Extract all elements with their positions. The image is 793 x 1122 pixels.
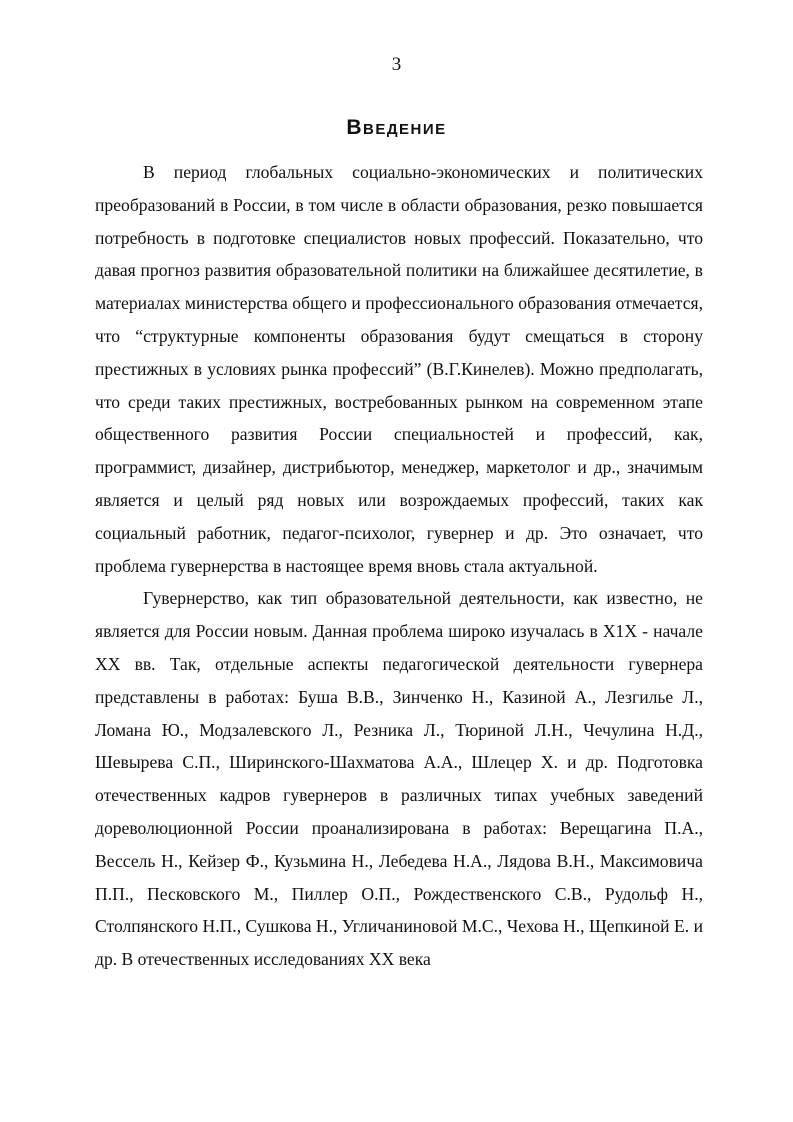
paragraph-intro: В период глобальных социально-экономических и политических преобразований в России, в том числе в области образования, резко повышается потребность в подготовке специалистов новых профессий. Показательно, что давая прогноз развития образовательной политики на ближайшее десятилетие, в материалах министерства общего и профессионального образования отмечается, что “структурные компоненты образования будут смещаться в сторону престижных в условиях рынка профессий” (В.Г.Кинелев). Можно предполагать, что среди таких престижных, востребованных рынком на современном этапе общественного развития России специальностей и профессий, как, программист, дизайнер, дистрибьютор, менеджер, маркетолог и др., значимым является и целый ряд новых или возрождаемых профессий, таких как социальный работник, педагог-психолог, гувернер и др. Это означает, что проблема гувернерства в настоящее время вновь стала актуальной.	[95, 162, 703, 576]
page-number: 3	[391, 54, 402, 75]
page-title: Введение	[346, 116, 447, 139]
body-text	[95, 156, 703, 976]
paragraph-governess-history: Гувернерство, как тип образовательной деятельности, как известно, не является для России новым. Данная проблема широко изучалась в X1X - начале XX вв. Так, отдельные аспекты педагогической деятельности гувернера представлены в работах: Буша В.В., Зинченко Н., Казиной А., Лезгилье Л., Ломана Ю., Модзалевского Л., Резника Л., Тюриной Л.Н., Чечулина Н.Д., Шевырева С.П., Ширинского-Шахматова А.А., Шлецер Х. и др. Подготовка отечественных кадров гувернеров в различных типах учебных заведений дореволюционной России проанализирована в работах: Верещагина П.А., Вессель Н., Кейзер Ф., Кузьмина Н., Лебедева Н.А., Лядова В.Н., Максимовича П.П., Песковского М., Пиллер О.П., Рождественского С.В., Рудольф Н., Столпянского Н.П., Сушкова Н., Угличаниновой М.С., Чехова Н., Щепкиной Е. и др. В отечественных исследованиях XX века	[95, 588, 703, 970]
